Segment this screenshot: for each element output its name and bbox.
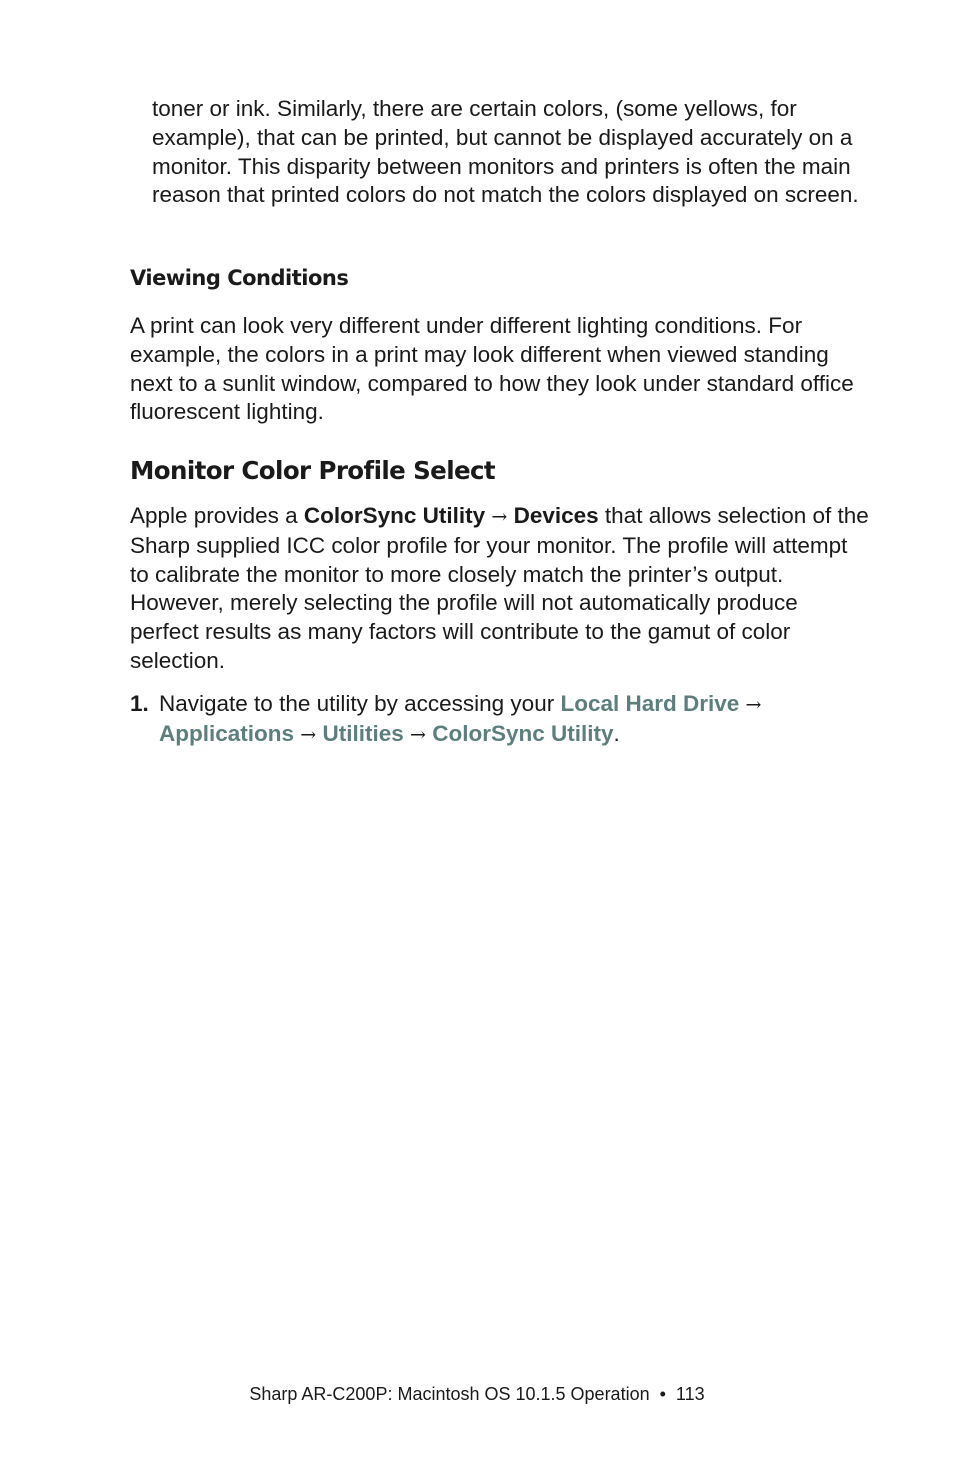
step-period: . (613, 720, 620, 746)
intro-paragraph: toner or ink. Similarly, there are certain colors, (some yellows, for example), that can be printed, but cannot be displayed accurately on a monitor. This disparity between monitors and printers is often the main reason that printed colors do not match the colors displayed on screen. (152, 96, 859, 208)
arrow-icon: → (300, 723, 317, 746)
monitor-color-profile-paragraph (130, 502, 870, 676)
colorsync-utility-link[interactable]: ColorSync Utility (432, 720, 614, 746)
arrow-icon: → (410, 723, 426, 746)
viewing-conditions-heading: Viewing Conditions (130, 266, 349, 290)
monitor-text-before: Apple provides a (130, 503, 304, 528)
local-hard-drive-link[interactable]: Local Hard Drive (560, 691, 740, 716)
applications-link[interactable]: Applications (159, 720, 295, 746)
monitor-text-after: that allows selection of the Sharp supplied ICC color profile for your monitor. The profile will attempt to calibrate the monitor to more closely match the printer’s output. However, merely selecting the profile will not automatically produce perfect results as many factors will contribute to the gamut of color selection. (130, 503, 869, 673)
monitor-color-profile-heading: Monitor Color Profile Select (130, 456, 496, 485)
page-footer: Sharp AR-C200P: Macintosh OS 10.1.5 Operation • 113 (249, 1384, 705, 1404)
step-text-before: Navigate to the utility by accessing your (159, 691, 561, 716)
arrow-icon: → (745, 694, 762, 716)
step-text (159, 690, 839, 750)
colorsync-utility-term: ColorSync Utility (303, 503, 486, 528)
arrow-icon: → (491, 506, 508, 528)
step-number: 1. (130, 691, 149, 716)
devices-term: Devices (513, 503, 599, 528)
utilities-link[interactable]: Utilities (322, 720, 404, 746)
viewing-conditions-paragraph: A print can look very different under different lighting conditions. For example, the colors in a print may look different when viewed standing next to a sunlit window, compared to how they look under standard office fluorescent lighting. (130, 313, 854, 425)
